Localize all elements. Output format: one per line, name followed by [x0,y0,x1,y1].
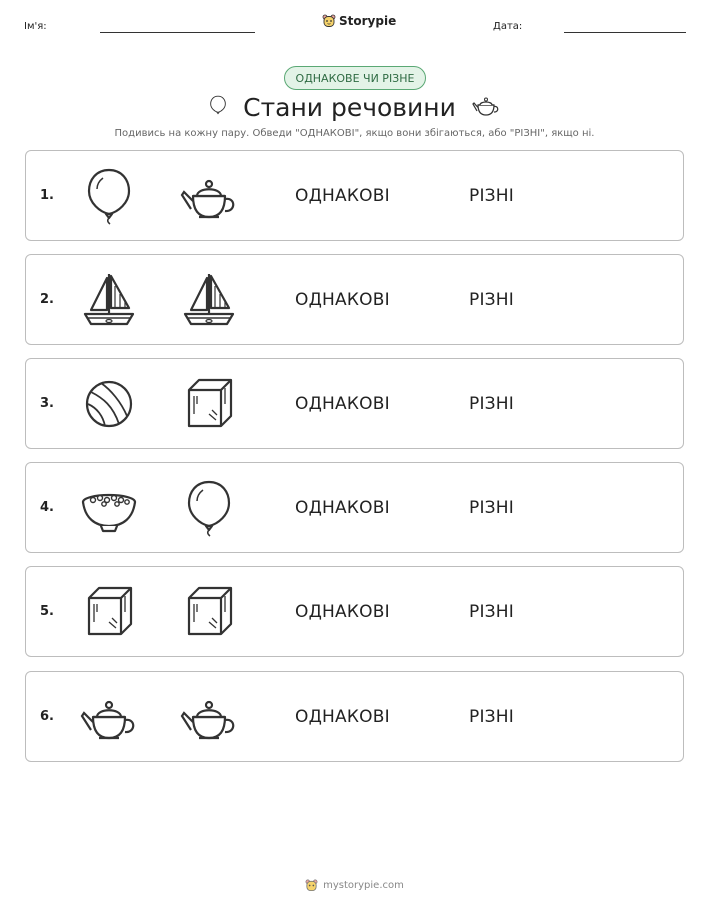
option-same[interactable]: ОДНАКОВІ [295,290,390,310]
question-row [25,358,684,449]
question-row [25,462,684,553]
balloon-icon [79,166,139,226]
cereal-bowl-icon [79,478,139,538]
footer-url: mystorypie.com [323,880,404,891]
storypie-mascot-icon [322,13,336,29]
brand-logo [322,13,396,29]
question-number: 5. [40,604,54,619]
sailboat-icon [179,270,239,330]
question-row [25,254,684,345]
option-same[interactable]: ОДНАКОВІ [295,707,390,727]
question-number: 3. [40,396,54,411]
option-different[interactable]: РІЗНІ [469,602,514,622]
name-line [100,32,255,33]
option-different[interactable]: РІЗНІ [469,186,514,206]
brand-name: Storypie [339,14,397,28]
option-different[interactable]: РІЗНІ [469,707,514,727]
option-same[interactable]: ОДНАКОВІ [295,394,390,414]
teapot-icon [470,90,502,124]
option-different[interactable]: РІЗНІ [469,498,514,518]
page-title: Стани речовини [243,92,456,122]
date-line [564,32,686,33]
name-label: Ім'я: [24,21,47,32]
date-label: Дата: [493,21,523,32]
footer [0,878,709,893]
sailboat-icon [79,270,139,330]
ice-cube-icon [79,582,139,642]
question-row [25,671,684,762]
instructions: Подивись на кожну пару. Обведи "ОДНАКОВІ", якщо вони збігаються, або "РІЗНІ", якщо ні. [114,128,595,139]
ball-icon [79,374,139,434]
teapot-icon [179,166,239,226]
option-different[interactable]: РІЗНІ [469,290,514,310]
question-number: 6. [40,709,54,724]
worksheet-type-badge: ОДНАКОВЕ ЧИ РІЗНЕ [284,66,426,90]
question-row [25,566,684,657]
title-bar [0,90,709,124]
ice-cube-icon [179,374,239,434]
option-same[interactable]: ОДНАКОВІ [295,602,390,622]
teapot-icon [79,687,139,747]
storypie-mascot-icon [305,878,318,893]
balloon-icon [179,478,239,538]
option-same[interactable]: ОДНАКОВІ [295,498,390,518]
question-row [25,150,684,241]
ice-cube-icon [179,582,239,642]
balloon-icon [207,90,229,124]
question-number: 1. [40,188,54,203]
option-different[interactable]: РІЗНІ [469,394,514,414]
option-same[interactable]: ОДНАКОВІ [295,186,390,206]
teapot-icon [179,687,239,747]
question-number: 4. [40,500,54,515]
question-number: 2. [40,292,54,307]
